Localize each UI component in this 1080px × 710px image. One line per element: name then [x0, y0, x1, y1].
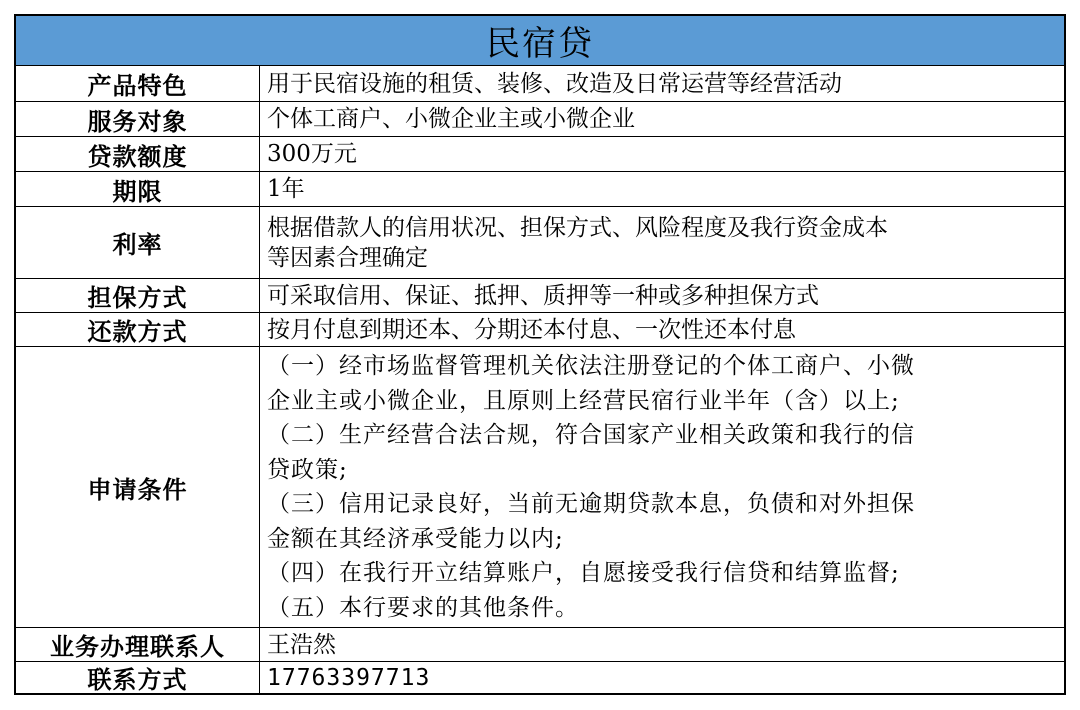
- row-value: 王浩然: [267, 631, 336, 658]
- row-label: 联系方式: [16, 662, 260, 693]
- rate-line-1: 根据借款人的信用状况、担保方式、风险程度及我行资金成本: [267, 214, 888, 241]
- row-label: 产品特色: [16, 66, 260, 101]
- row-label: 还款方式: [16, 313, 260, 346]
- row-label: 担保方式: [16, 279, 260, 312]
- table-row-conditions: [16, 347, 1064, 628]
- condition-line-2: 企业主或小微企业，且原则上经营民宿行业半年（含）以上;: [267, 387, 900, 414]
- table-row-repayment: [16, 313, 1064, 347]
- table-row-term: [16, 172, 1064, 207]
- table-row-amount: [16, 137, 1064, 172]
- row-value: 按月付息到期还本、分期还本付息、一次性还本付息: [267, 316, 796, 343]
- table-row-guarantee: [16, 279, 1064, 313]
- row-value: 可采取信用、保证、抵押、质押等一种或多种担保方式: [267, 282, 819, 309]
- condition-line-6: 金额在其经济承受能力以内;: [267, 525, 564, 552]
- loan-product-table: [14, 14, 1066, 695]
- condition-line-8: （五）本行要求的其他条件。: [267, 594, 579, 621]
- row-value: 1年: [267, 176, 305, 202]
- row-label: 服务对象: [16, 102, 260, 136]
- table-title-text: 民宿贷: [486, 24, 594, 64]
- row-label: 贷款额度: [16, 137, 260, 171]
- condition-line-1: （一）经市场监督管理机关依法注册登记的个体工商户、小微: [267, 353, 915, 379]
- table-row-contact-info: [16, 662, 1064, 693]
- table-row-features: [16, 66, 1064, 102]
- table-row-rate: [16, 207, 1064, 279]
- table-row-contact-person: [16, 628, 1064, 662]
- row-value: [260, 347, 1064, 627]
- row-value: 个体工商户、小微企业主或小微企业: [267, 106, 635, 132]
- condition-line-4: 贷政策;: [267, 456, 348, 483]
- row-value: [260, 207, 1064, 278]
- row-value: 用于民宿设施的租赁、装修、改造及日常运营等经营活动: [267, 70, 842, 97]
- row-value: 300万元: [267, 141, 357, 167]
- row-label: 申请条件: [16, 347, 260, 627]
- condition-line-5: （三）信用记录良好，当前无逾期贷款本息，负债和对外担保: [267, 491, 915, 517]
- condition-line-3: （二）生产经营合法合规，符合国家产业相关政策和我行的信: [267, 422, 915, 448]
- table-title: [16, 16, 1064, 66]
- rate-line-2: 等因素合理确定: [267, 244, 428, 271]
- row-label: 业务办理联系人: [16, 628, 260, 661]
- table-row-target: [16, 102, 1064, 137]
- row-label: 利率: [16, 207, 260, 278]
- row-label: 期限: [16, 172, 260, 206]
- condition-line-7: （四）在我行开立结算账户，自愿接受我行信贷和结算监督;: [267, 560, 900, 586]
- row-value: 17763397713: [267, 664, 431, 691]
